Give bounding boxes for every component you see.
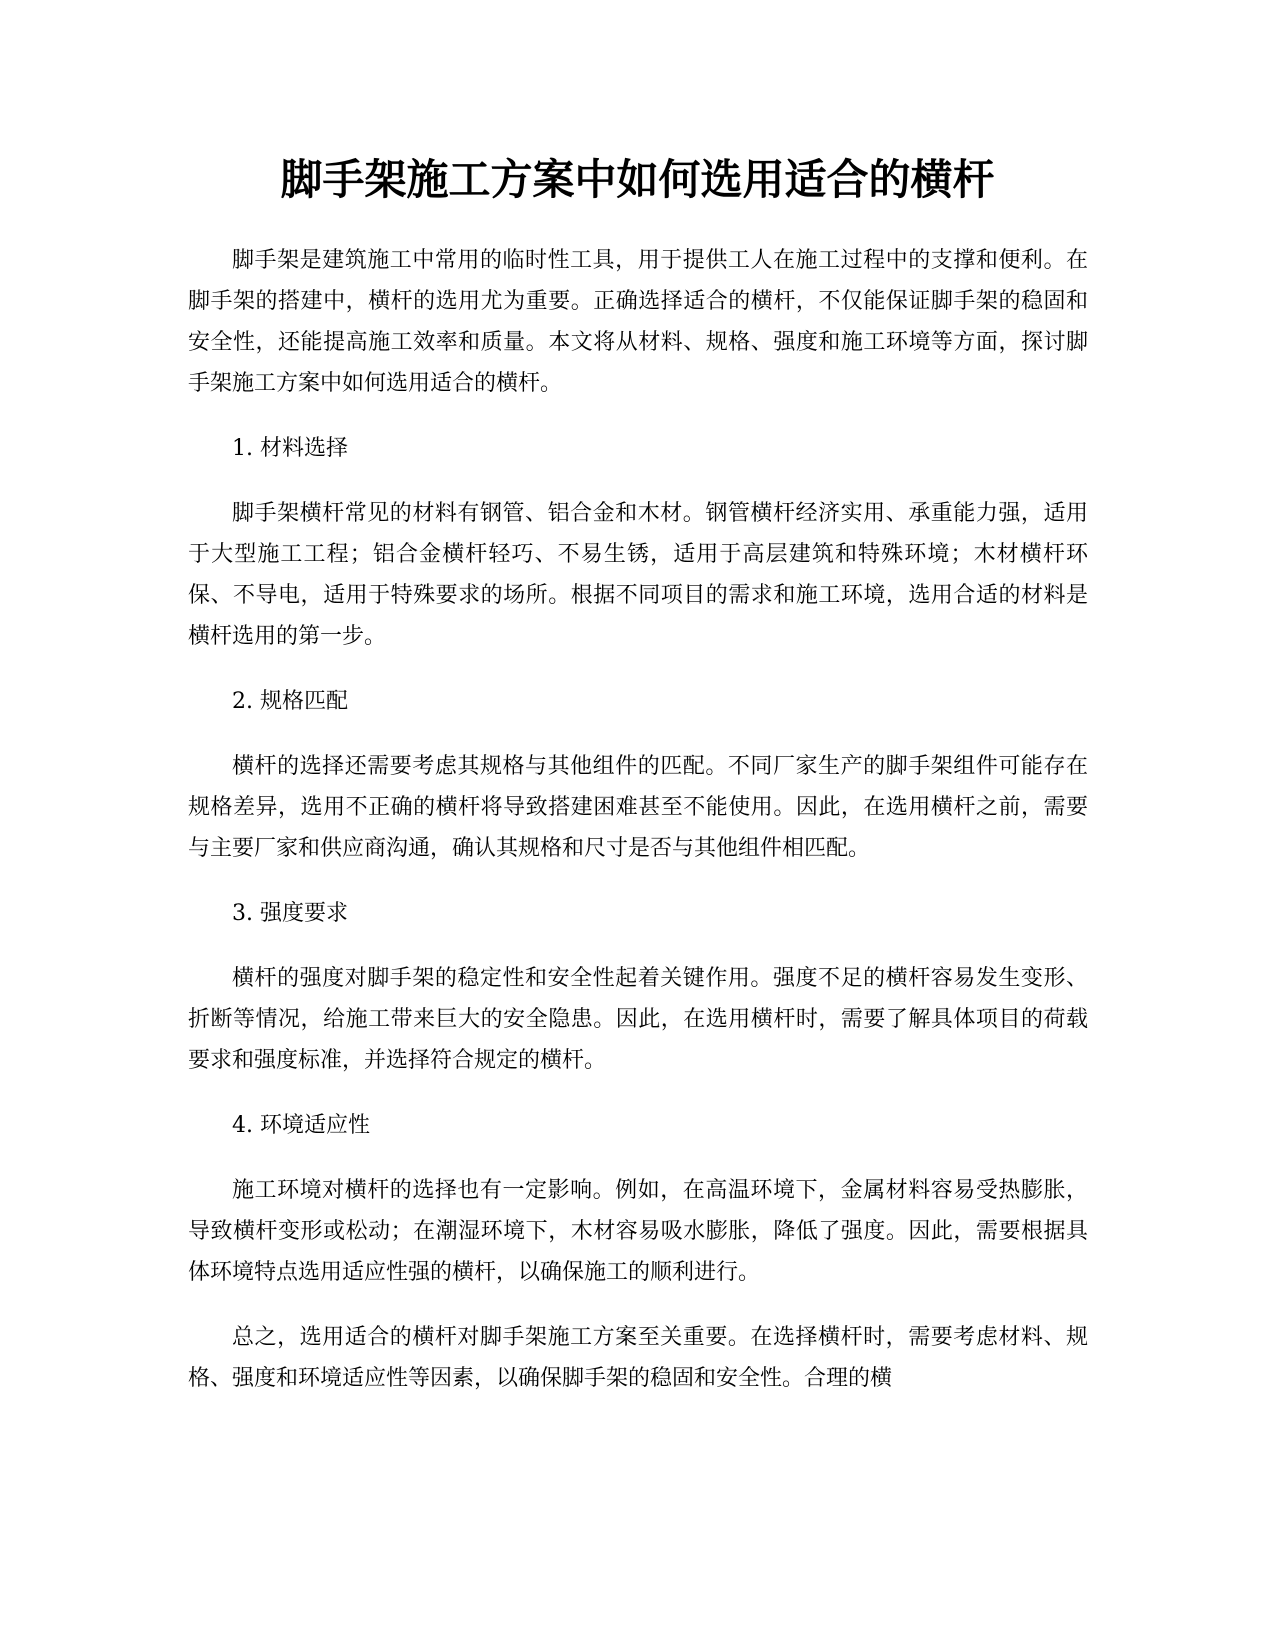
section-paragraph-strength: 横杆的强度对脚手架的稳定性和安全性起着关键作用。强度不足的横杆容易发生变形、折断等情况，给施工带来巨大的安全隐患。因此，在选用横杆时，需要了解具体项目的荷载要求和强度标准，并选择符合规定的横杆。 [188, 966, 1088, 1073]
conclusion-paragraph: 总之，选用适合的横杆对脚手架施工方案至关重要。在选择横杆时，需要考虑材料、规格、强度和环境适应性等因素，以确保脚手架的稳固和安全性。合理的横 [188, 1325, 1088, 1391]
section-heading-strength: 3. 强度要求 [232, 901, 348, 926]
section-paragraph-specs: 横杆的选择还需要考虑其规格与其他组件的匹配。不同厂家生产的脚手架组件可能存在规格差异，选用不正确的横杆将导致搭建困难甚至不能使用。因此，在选用横杆之前，需要与主要厂家和供应商沟通，确认其规格和尺寸是否与其他组件相匹配。 [188, 754, 1088, 861]
section-heading-environment: 4. 环境适应性 [232, 1113, 370, 1138]
document-body [188, 240, 1088, 1423]
section-paragraph-environment: 施工环境对横杆的选择也有一定影响。例如，在高温环境下，金属材料容易受热膨胀，导致横杆变形或松动；在潮湿环境下，木材容易吸水膨胀，降低了强度。因此，需要根据具体环境特点选用适应性强的横杆，以确保施工的顺利进行。 [188, 1178, 1088, 1285]
section-heading-materials: 1. 材料选择 [232, 436, 348, 461]
section-heading-specs: 2. 规格匹配 [232, 689, 348, 714]
document-title: 脚手架施工方案中如何选用适合的横杆 [280, 155, 995, 204]
intro-paragraph: 脚手架是建筑施工中常用的临时性工具，用于提供工人在施工过程中的支撑和便利。在脚手架的搭建中，横杆的选用尤为重要。正确选择适合的横杆，不仅能保证脚手架的稳固和安全性，还能提高施工效率和质量。本文将从材料、规格、强度和施工环境等方面，探讨脚手架施工方案中如何选用适合的横杆。 [188, 248, 1088, 396]
section-paragraph-materials: 脚手架横杆常见的材料有钢管、铝合金和木材。钢管横杆经济实用、承重能力强，适用于大型施工工程；铝合金横杆轻巧、不易生锈，适用于高层建筑和特殊环境；木材横杆环保、不导电，适用于特殊要求的场所。根据不同项目的需求和施工环境，选用合适的材料是横杆选用的第一步。 [188, 501, 1088, 649]
